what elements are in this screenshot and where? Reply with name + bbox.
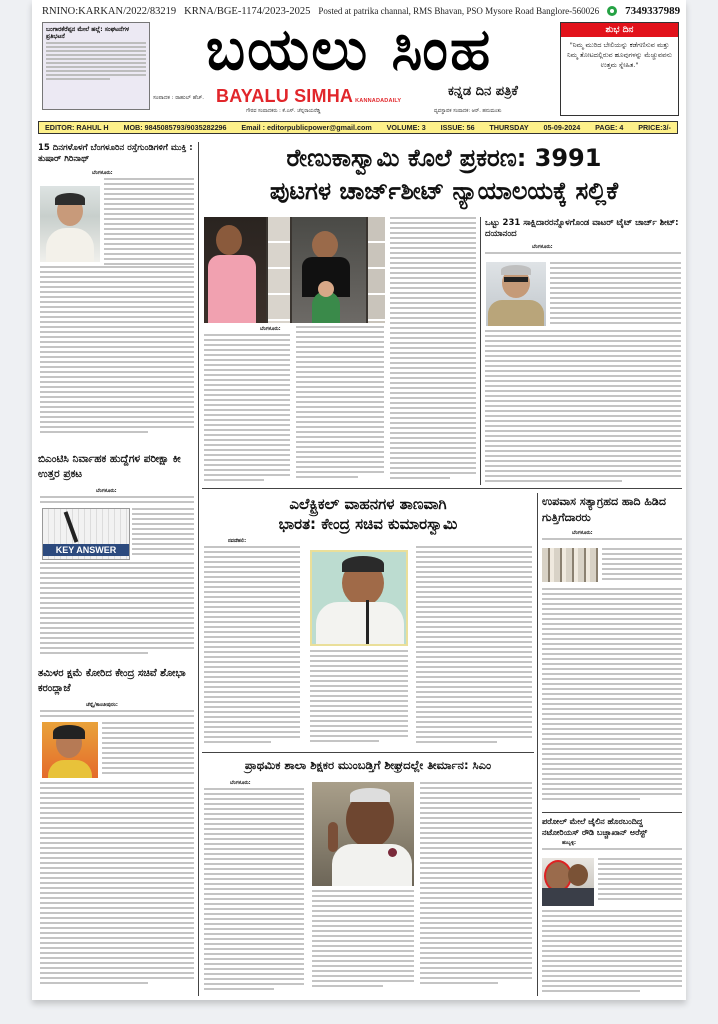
left-teaser-title: ಬಂಗಾರಕೆರೆಪ್ಪನ ಮೇಲೆ ಹಲ್ಲೆ: ಸಂಘಟನೆಗಳ ಪ್ರತಿಭಟನೆ: [46, 26, 130, 40]
main-story-photo-collage: [204, 217, 385, 323]
bmtc-headline: ಬಿಎಂಟಿಸಿ ನಿರ್ವಾಹಕ ಹುದ್ದೆಗಳ ಪರೀಕ್ಷಾ ಕೀ ಉತ್ತರ ಪ್ರಕಟ: [38, 453, 181, 480]
section-divider-3: [542, 812, 682, 813]
protest-photo: [542, 548, 598, 582]
main-headline-line2: ಪುಟಗಳ ಚಾರ್ಜ್‌ಶೀಟ್ ನ್ಯಾಯಾಲಯಕ್ಕೆ ಸಲ್ಲಿಕೆ: [269, 177, 619, 205]
section-divider: [202, 488, 682, 489]
krna-number: KRNA/BGE-1174/2023-2025: [184, 5, 311, 17]
siddaramaiah-photo: [312, 782, 414, 886]
ev-byline: ನವದೆಹಲಿ:: [228, 538, 247, 544]
ev-headline-line1: ಎಲೆಕ್ಟ್ರಿಕಲ್ ವಾಹನಗಳ ತಾಣವಾಗಿ: [289, 495, 447, 513]
ev-body-col2: [310, 650, 408, 746]
info-bar: [38, 121, 678, 134]
fasting-body-top: [542, 538, 682, 548]
chargesheet-side-byline: ಬೆಂಗಳೂರು:: [532, 244, 553, 250]
postal-info: Posted at patrika channal, RMS Bhavan, PSO Mysore Road Banglore-560026: [318, 6, 600, 16]
left-top-body-text: [104, 178, 194, 268]
fasting-headline: ಉಪವಾಸ ಸತ್ಯಾಗ್ರಹದ ಹಾದಿ ಹಿಡಿದ ಗುತ್ತಿಗೆದಾರರು: [542, 495, 666, 524]
main-body-col1: [204, 334, 290, 484]
whatsapp-phone: [607, 5, 686, 17]
main-body-col3: [390, 217, 476, 484]
masthead-title: ಬಯಲು ಸಿಂಹ: [205, 15, 493, 83]
ev-headline-line2: ಭಾರತ: ಕೇಂದ್ರ ಸಚಿವ ಕುಮಾರಸ್ವಾಮಿ: [278, 515, 458, 533]
page-number: PAGE: 4: [595, 123, 624, 132]
email: Email : editorpublicpower@gmail.com: [241, 123, 372, 132]
quote-box-title: ಶುಭ ದಿನ: [561, 23, 678, 37]
main-headline: [202, 142, 686, 208]
chargesheet-body: [485, 330, 681, 484]
bachcha-khan-photo: [542, 858, 594, 906]
bmtc-body-text: [40, 562, 194, 660]
ev-body-col3: [416, 546, 532, 746]
fasting-body: [542, 588, 682, 808]
ev-headline: [202, 494, 534, 534]
main-byline: ಬೆಂಗಳೂರು:: [260, 326, 281, 332]
bmtc-body-text-top: [40, 496, 194, 506]
main-body-col2: [296, 326, 384, 484]
chargesheet-side-headline: ಒಟ್ಟು 231 ಸಾಕ್ಷಿದಾರರನ್ನೊಳಗೊಂಡ ವಾಟರ್ ಟೈಟ್ ಚಾರ್ಜ್ ಶೀಟ್: ದಯಾನಂದ: [485, 218, 679, 239]
tushar-girinath-photo: [40, 186, 100, 262]
issue: ISSUE: 56: [440, 123, 475, 132]
column-divider-main-side: [480, 217, 481, 485]
column-divider-left: [198, 142, 199, 996]
teachers-headline: ಪ್ರಾಥಮಿಕ ಶಾಲಾ ಶಿಕ್ಷಕರ ಮುಂಬಡ್ತಿಗೆ ಶೀಘ್ರದಲ್ಲೇ ತೀರ್ಮಾನ: ಸಿಎಂ: [244, 758, 492, 772]
teachers-body-col3: [420, 782, 532, 994]
section-divider-2: [202, 752, 534, 753]
brand-english: BAYALU SIMHA: [216, 86, 354, 106]
shobha-byline: ಚೆನ್ನೈ/ಕಾಂಚೀಪುರಂ:: [86, 702, 118, 708]
price: PRICE:3/-: [638, 123, 671, 132]
left-top-headline: 15 ದಿನಗಳೊಳಗೆ ಬೆಂಗಳೂರಿನ ರಸ್ತೆಗುಂಡಿಗಳಿಗೆ ಮುಕ್ತಿ : ತುಷಾರ್ ಗಿರಿನಾಥ್: [38, 143, 193, 164]
shobha-body-text-top: [40, 710, 194, 720]
date: 05-09-2024: [543, 123, 581, 132]
key-answer-image: [42, 508, 130, 560]
whatsapp-icon: [607, 6, 617, 16]
ev-body-col1: [204, 546, 300, 746]
newspaper-page: [32, 0, 686, 1000]
chargesheet-body-side: [550, 262, 681, 326]
fasting-byline: ಬೆಂಗಳೂರು:: [572, 530, 593, 536]
teachers-body-col2: [312, 890, 414, 994]
bmtc-byline: ಬೆಂಗಳೂರು:: [96, 488, 117, 494]
shobha-headline: ತಮಿಳರ ಕ್ಷಮೆ ಕೋರಿದ ಕೇಂದ್ರ ಸಚಿವೆ ಶೋಭಾ ಕರಂದ್ಲಾಜೆ: [38, 668, 186, 694]
volume: VOLUME: 3: [386, 123, 426, 132]
brand-name: [216, 86, 401, 107]
honorary-editor: ಗೌರವ ಸಂಪಾದಕರು : ಕೆ.ಎಸ್. ಚೆನ್ನರಾಯರೆಡ್ಡಿ: [246, 108, 321, 114]
brand-suffix: KANNADADAILY: [355, 98, 402, 104]
teachers-byline: ಬೆಂಗಳೂರು:: [230, 780, 251, 786]
left-top-byline: ಬೆಂಗಳೂರು:: [92, 170, 113, 176]
rowdy-body-top: [542, 848, 682, 858]
chargesheet-body-top: [485, 252, 681, 260]
editor-name: EDITOR: RAHUL H: [45, 123, 109, 132]
weekday: THURSDAY: [489, 123, 529, 132]
rowdy-byline: ಹುಬ್ಬಳ್ಳಿ:: [562, 840, 577, 846]
shobha-karandlaje-photo: [42, 722, 98, 778]
main-headline-line1: ರೇಣುಕಾಸ್ವಾಮಿ ಕೊಲೆ ಪ್ರಕರಣ: 3991: [286, 144, 602, 172]
kumaraswamy-photo: [310, 550, 408, 646]
tagline: ಕನ್ನಡ ದಿನ ಪತ್ರಿಕೆ: [448, 84, 518, 99]
bmtc-body-text-side: [132, 508, 194, 558]
editor-credit: ಸಂಪಾದಕ : ರಾಹುಲ್ ಹೆಚ್.: [153, 95, 205, 101]
rowdy-body: [542, 910, 682, 994]
dayananda-photo: [486, 262, 546, 326]
rowdy-headline: ಪರೋಲ್ ಮೇಲೆ ಜೈಲಿನ ಹೊರಬಂದಿದ್ದ ನಟೋರಿಯಸ್ ರೌಡಿ ಬಚ್ಚಾಖಾನ್ ಅರೆಸ್ಟ್: [542, 817, 648, 837]
key-answer-label: KEY ANSWER: [43, 544, 129, 556]
phone-number: 7349337989: [625, 5, 681, 17]
rowdy-body-side: [598, 858, 682, 906]
column-divider-right-lower: [537, 493, 538, 996]
shobha-body-text-side: [102, 722, 194, 778]
quote-text: "ನಿಮ್ಮ ಮುರಿದ ಬೇಲಿಯನ್ನು ಕಡೆಗಣಿಸುವ ಮತ್ತು ನಿಮ್ಮ ತೋಟದಲ್ಲಿರುವ ಹೂವುಗಳನ್ನು ಮೆಚ್ಚುವವನು ಉತ್ತಮ ಸ್ನೇಹಿತ.": [567, 41, 672, 69]
quote-box: [560, 22, 679, 116]
teachers-body-col1: [204, 788, 304, 994]
left-top-body-text-2: [40, 266, 194, 440]
shobha-body-text: [40, 782, 194, 994]
mobile-numbers: MOB: 9845085793/9035282296: [123, 123, 227, 132]
registration-number: RNINO:KARKAN/2022/83219: [42, 5, 177, 17]
fasting-body-side: [602, 548, 682, 584]
left-teaser-box: [42, 22, 150, 110]
managing-editor: ವ್ಯವಸ್ಥಾಪಕ ಸಂಪಾದಕ: ಆರ್. ಹನುಮಂತು: [434, 108, 502, 114]
